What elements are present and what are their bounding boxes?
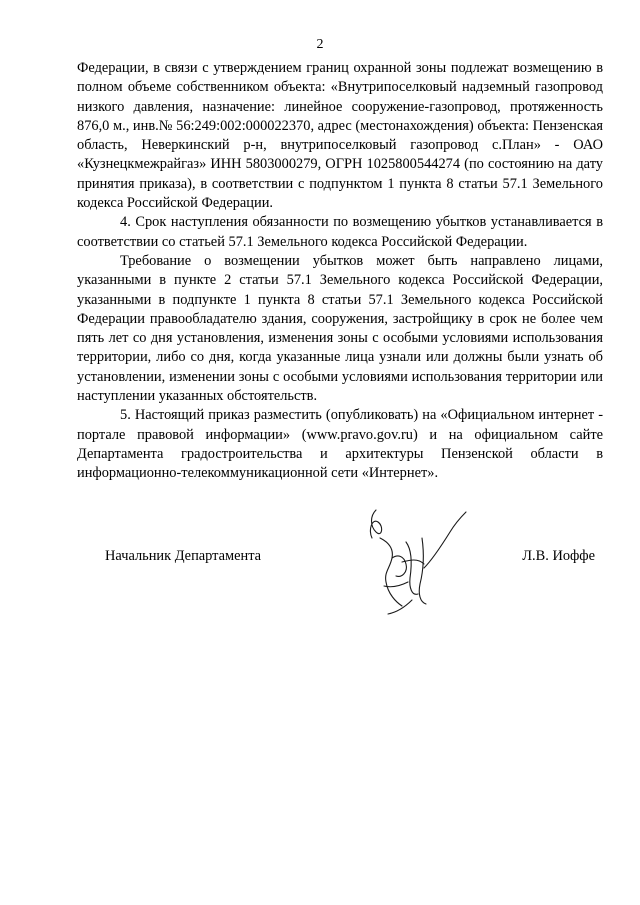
signer-name: Л.В. Иоффе: [522, 548, 595, 564]
signer-title: Начальник Департамента: [105, 548, 262, 564]
document-body: [77, 59, 603, 484]
paragraph-item-4: 4. Срок наступления обязанности по возмещению убытков устанавливается в соответствии со статьей 57.1 Земельного кодекса Российской Федерации.: [77, 214, 603, 250]
page-number: 2: [316, 37, 324, 52]
paragraph-item-5: 5. Настоящий приказ разместить (опубликовать) на «Официальном интернет - портале правовой информации» (www.pravo.gov.ru) и на официальном сайте Департамента градостроительства и архитектуры Пензенской области в информационно-телекоммуникационной сети «Интернет».: [77, 407, 603, 482]
signature-block: [105, 547, 595, 569]
paragraph-continuation: Федерации, в связи с утверждением границ охранной зоны подлежат возмещению в полном объеме собственником объекта: «Внутрипоселковый надземный газопровод низкого давления, назначение: линейное сооружение-газопровод, протяженность 876,0 м., инв.№ 56:249:002:000022370, адрес (местонахождения) объекта: Пензенская область, Неверкинский р-н, внутрипоселковый газопровод с.План» - ОАО «Кузнецкмежрайгаз» ИНН 5803000279, ОГРН 1025800544274 (по состоянию на дату принятия приказа), в соответствии с подпунктом 1 пункта 8 статьи 57.1 Земельного кодекса Российской Федерации.: [77, 60, 603, 212]
paragraph-damages-claim: Требование о возмещении убытков может быть направлено лицами, указанными в пункте 2 статьи 57.1 Земельного кодекса Российской Федерации, указанными в подпункте 1 пункта 8 статьи 57.1 Земельного кодекса Российской Федерации правообладателю здания, сооружения, застройщику в срок не более чем пять лет со дня установления, изменения зоны с особыми условиями использования территории, либо со дня, когда указанные лица узнали или должны были узнать об установлении, изменении зоны с особыми условиями использования территории или наступлении указанных обстоятельств.: [77, 252, 603, 405]
